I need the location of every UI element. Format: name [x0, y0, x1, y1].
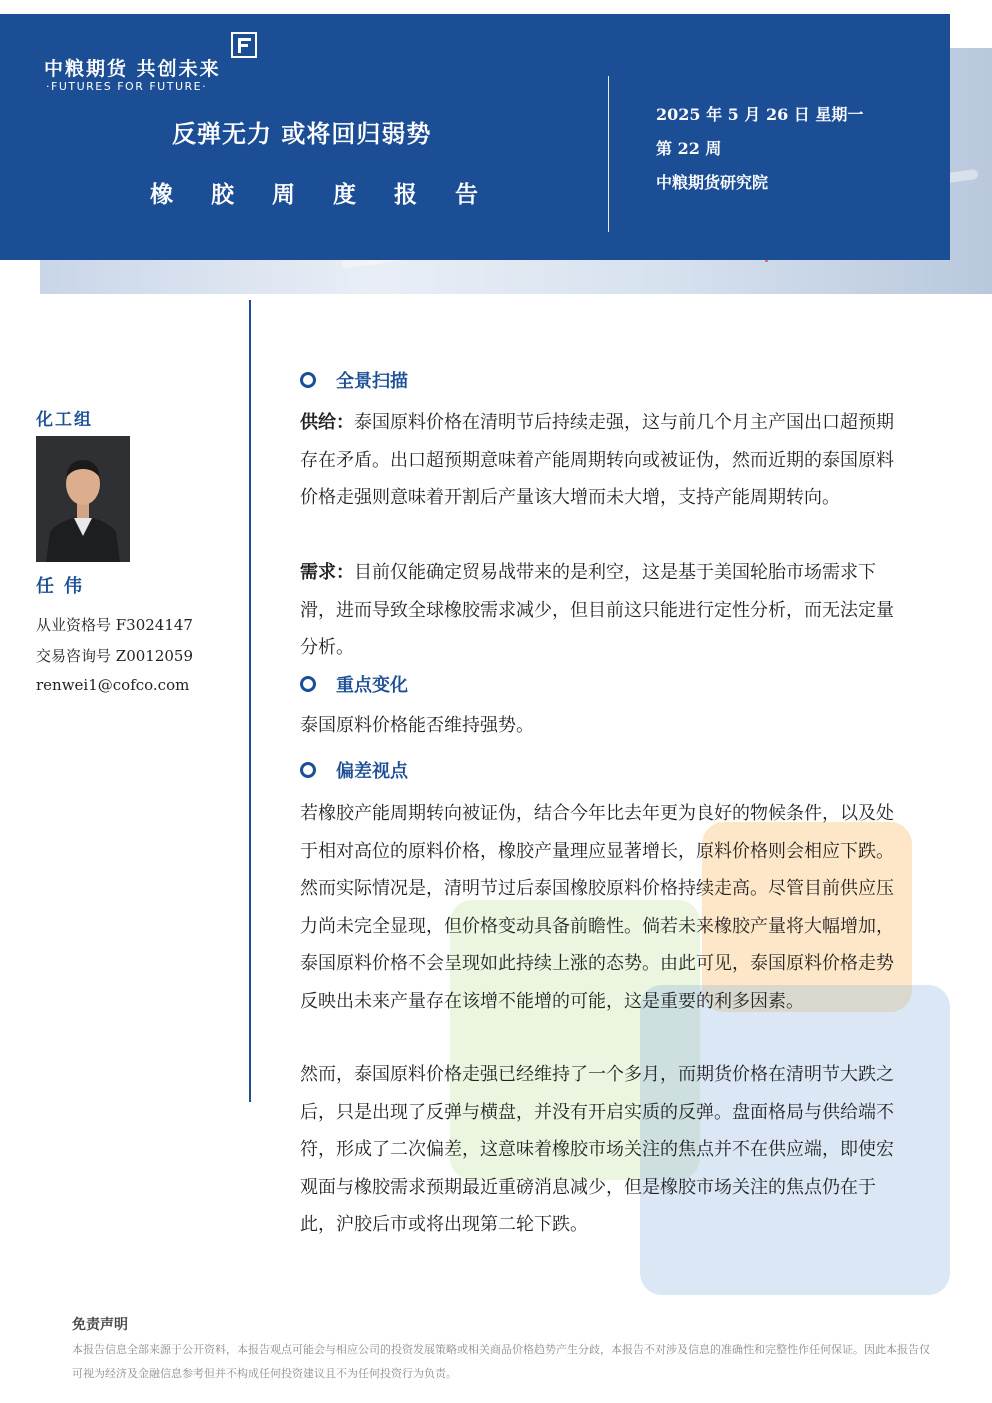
- company-slogan: ·FUTURES FOR FUTURE·: [46, 80, 208, 93]
- team-name: 化工组: [36, 410, 93, 430]
- ring-bullet-icon: [300, 762, 316, 778]
- disclaimer-title: 免责声明: [72, 1317, 128, 1333]
- disclaimer-text: 本报告信息全部来源于公开资料，本报告观点可能会与相应公司的投资发展策略或相关商品价格趋势产生分歧，本报告不对涉及信息的准确性和完整性作任何保证。因此本报告仅可视为经济及金融信息参考但并不构成任何投资建议且不为任何投资行为负责。: [72, 1343, 930, 1380]
- ring-bullet-icon: [300, 676, 316, 692]
- supply-paragraph: [300, 404, 900, 517]
- author-email[interactable]: renwei1@cofco.com: [36, 676, 190, 694]
- demand-text: 目前仅能确定贸易战带来的是利空，这是基于美国轮胎市场需求下滑，进而导致全球橡胶需求减少，但目前这只能进行定性分析，而无法定量分析。: [300, 562, 894, 658]
- section-title: 全景扫描: [336, 371, 408, 392]
- cofco-logo-icon: [231, 32, 257, 58]
- report-week: 第 22 周: [656, 139, 722, 158]
- report-title: 反弹无力 或将回归弱势: [172, 119, 432, 148]
- research-institute: 中粮期货研究院: [656, 173, 769, 192]
- author-name: 任伟: [36, 576, 92, 597]
- section-heading-focus: [300, 671, 408, 697]
- focus-paragraph: 泰国原料价格能否维持强势。: [300, 715, 534, 736]
- demand-label: 需求：: [300, 562, 354, 583]
- report-date: 2025 年 5 月 26 日 星期一: [656, 105, 864, 124]
- company-logo-text: 中粮期货 共创未来: [44, 58, 221, 80]
- author-photo: [36, 436, 130, 562]
- supply-text: 泰国原料价格在清明节后持续走强，这与前几个月主产国出口超预期存在矛盾。出口超预期意味着产能周期转向或被证伪，然而近期的泰国原料价格走强则意味着开割后产量该大增而未大增，支持产能周期转向。: [300, 412, 894, 508]
- demand-paragraph: [300, 554, 900, 667]
- consultation-number: 交易咨询号 Z0012059: [36, 647, 193, 665]
- section-heading-scan: [300, 367, 408, 393]
- report-subtitle: 橡胶周度报告: [150, 181, 516, 208]
- header-banner: [0, 14, 950, 260]
- section-heading-deviation: [300, 757, 408, 783]
- deviation-paragraph-1: 若橡胶产能周期转向被证伪，结合今年比去年更为良好的物候条件，以及处于相对高位的原料价格，橡胶产量理应显著增长，原料价格则会相应下跌。然而实际情况是，清明节过后泰国橡胶原料价格持续走高。尽管目前供应压力尚未完全显现，但价格变动具备前瞻性。倘若未来橡胶产量将大幅增加，泰国原料价格不会呈现如此持续上涨的态势。由此可见，泰国原料价格走势反映出未来产量存在该增不能增的可能，这是重要的利多因素。: [300, 803, 894, 1012]
- deviation-paragraph-2: 然而，泰国原料价格走强已经维持了一个多月，而期货价格在清明节大跌之后，只是出现了反弹与横盘，并没有开启实质的反弹。盘面格局与供给端不符，形成了二次偏差，这意味着橡胶市场关注的焦点并不在供应端，即使宏观面与橡胶需求预期最近重磅消息减少，但是橡胶市场关注的焦点仍在于此，沪胶后市或将出现第二轮下跌。: [300, 1064, 894, 1235]
- sidebar-divider: [249, 300, 251, 1102]
- supply-label: 供给：: [300, 412, 354, 433]
- section-title: 偏差视点: [336, 761, 408, 782]
- qualification-number: 从业资格号 F3024147: [36, 616, 193, 634]
- header-divider: [608, 76, 609, 232]
- section-title: 重点变化: [336, 675, 408, 696]
- ring-bullet-icon: [300, 372, 316, 388]
